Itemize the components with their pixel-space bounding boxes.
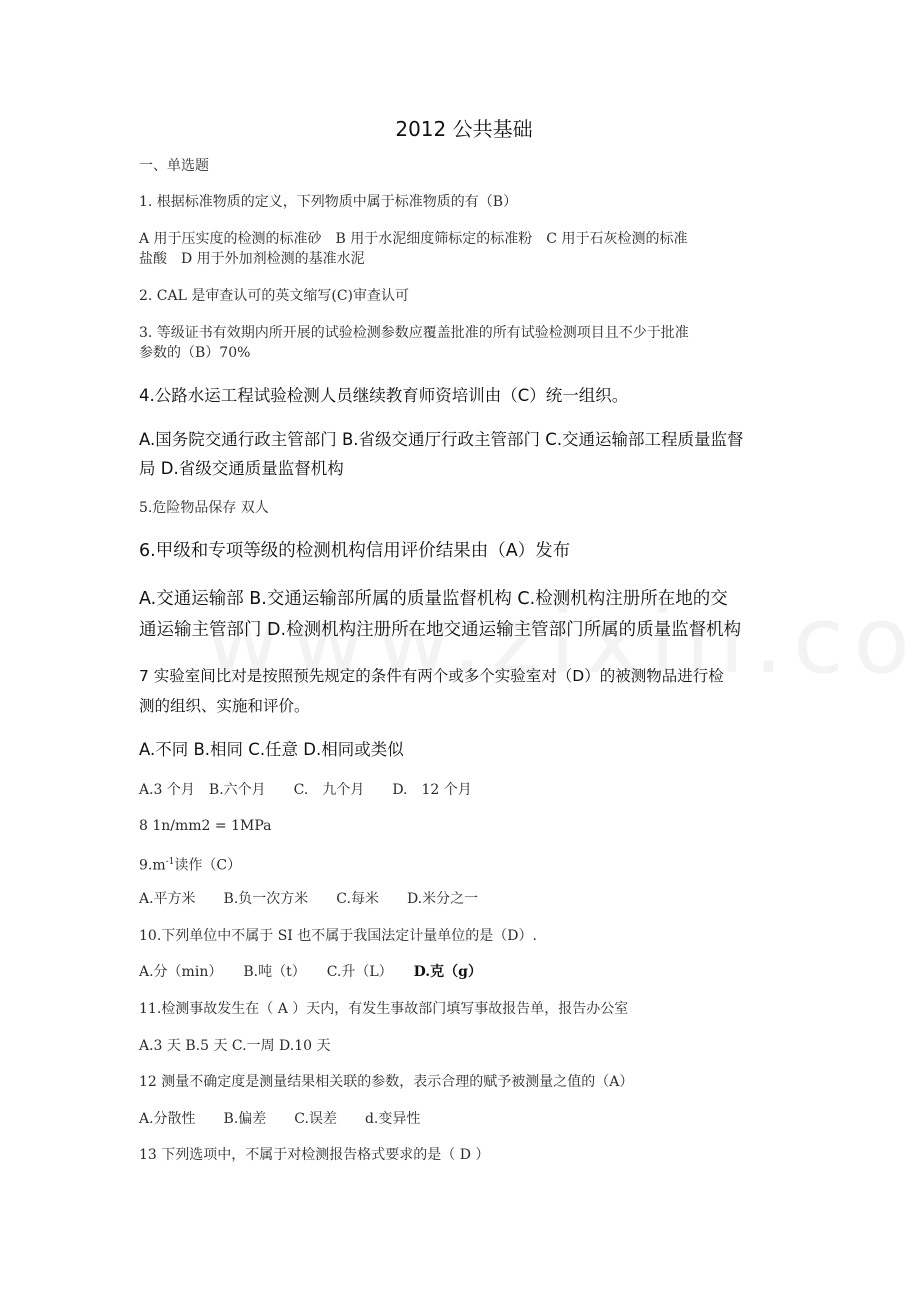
q3-line2: 参数的（B）70% xyxy=(139,345,251,361)
q6-options-line2: 通运输主管部门 D.检测机构注册所在地交通运输主管部门所属的质量监督机构 xyxy=(139,620,742,640)
q10-option-d-bold: D.克（g） xyxy=(413,964,482,980)
q10-question: 10.下列单位中不属于 SI 也不属于我国法定计量单位的是（D）. xyxy=(139,928,537,944)
q13-question: 13 下列选项中，不属于对检测报告格式要求的是（ D ） xyxy=(139,1147,490,1163)
q10-options xyxy=(139,962,482,982)
q3-line1: 3. 等级证书有效期内所开展的试验检测参数应覆盖批准的所有试验检测项目且不少于批准 xyxy=(139,325,689,341)
q9-question-prefix: 9.m xyxy=(139,857,166,874)
q6-options-line1: A.交通运输部 B.交通运输部所属的质量监督机构 C.检测机构注册所在地的交 xyxy=(139,589,728,609)
q7-options: A.不同 B.相同 C.任意 D.相同或类似 xyxy=(139,740,404,759)
q7-options-extra: A.3 个月 B.六个月 C. 九个月 D. 12 个月 xyxy=(139,782,472,798)
q12-options: A.分散性 B.偏差 C.误差 d.变异性 xyxy=(139,1111,421,1127)
q12-question: 12 测量不确定度是测量结果相关联的参数，表示合理的赋予被测量之值的（A） xyxy=(139,1074,634,1090)
q1-options-line2: 盐酸 D 用于外加剂检测的基准水泥 xyxy=(139,251,365,267)
q9-question xyxy=(139,852,241,876)
q9-question-suffix: 读作（C） xyxy=(174,857,242,874)
q8-question: 8 1n/mm2 = 1MPa xyxy=(139,818,272,834)
q7-line2: 测的组织、实施和评价。 xyxy=(139,697,310,715)
section-heading: 一、单选题 xyxy=(139,158,209,174)
q7-line1: 7 实验室间比对是按照预先规定的条件有两个或多个实验室对（D）的被测物品进行检 xyxy=(139,667,724,685)
q11-question: 11.检测事故发生在（ A ）天内，有发生事故部门填写事故报告单，报告办公室 xyxy=(139,1001,629,1017)
q11-options: A.3 天 B.5 天 C.一周 D.10 天 xyxy=(139,1038,331,1054)
q9-options: A.平方米 B.负一次方米 C.每米 D.米分之一 xyxy=(139,891,479,907)
q1-question: 1. 根据标准物质的定义，下列物质中属于标准物质的有（B） xyxy=(139,194,518,210)
q6-question: 6.甲级和专项等级的检测机构信用评价结果由（A）发布 xyxy=(139,541,571,561)
q4-options-line1: A.国务院交通行政主管部门 B.省级交通厅行政主管部门 C.交通运输部工程质量监督 xyxy=(139,430,744,449)
q4-options-line2: 局 D.省级交通质量监督机构 xyxy=(139,459,344,478)
q9-question-exponent: -1 xyxy=(165,857,175,867)
q1-options-line1: A 用于压实度的检测的标准砂 B 用于水泥细度筛标定的标准粉 C 用于石灰检测的标准 xyxy=(139,231,688,247)
q4-question: 4.公路水运工程试验检测人员继续教育师资培训由（C）统一组织。 xyxy=(139,386,629,405)
q5-question: 5.危险物品保存 双人 xyxy=(139,500,269,516)
q2-question: 2. CAL 是审查认可的英文缩写(C)审查认可 xyxy=(139,288,410,304)
q10-options-plain: A.分（min） B.吨（t） C.升（L） xyxy=(139,964,414,980)
document-title: 2012 公共基础 xyxy=(395,117,533,141)
